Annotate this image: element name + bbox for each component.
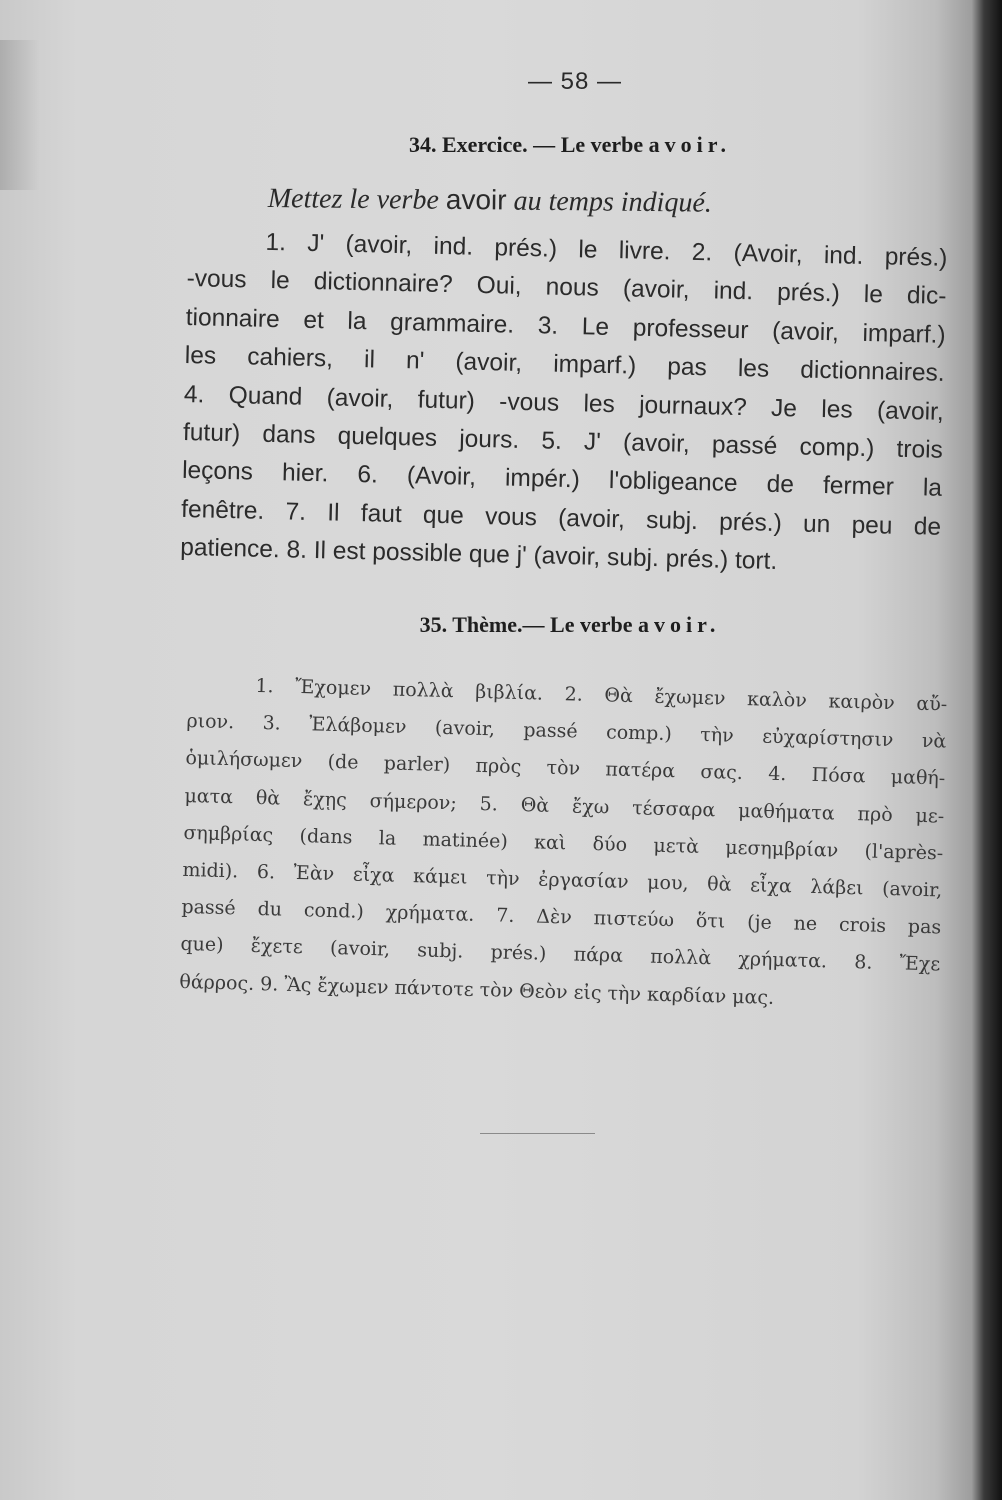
exercise-line: futur) dans quelques jours. 5. J' (avoir, passé comp.) trois	[182, 418, 944, 464]
theme-line: ριον. 3. Ἐλάβομεν (avoir, passé comp.) τὴν εὐχαρίστησιν νὰ	[186, 710, 947, 753]
exercise-34-word: avoir.	[648, 132, 732, 157]
theme-line: passé du cond.) χρήματα. 7. Δὲν πιστεύω ὅτι (je ne crois pas	[181, 896, 942, 939]
instruction-pre: Mettez le verbe	[267, 182, 440, 216]
binding-shadow	[972, 0, 1002, 1500]
exercise-34-text	[180, 222, 948, 585]
exercise-line: 1. J' (avoir, ind. prés.) le livre. 2. (Avoir, ind. prés.)	[265, 228, 948, 272]
theme-line: θάρρος. 9. Ἂς ἔχωμεν πάντοτε τὸν Θεὸν εἰς τὴν καρδίαν μας.	[179, 970, 775, 1009]
instruction-post: au temps indiqué.	[513, 185, 713, 219]
theme-line: que) ἔχετε (avoir, subj. prés.) πάρα πολλὰ χρήματα. 8. Ἔχε	[180, 933, 941, 976]
theme-line: 1. Ἔχομεν πολλὰ βιβλία. 2. Θὰ ἔχωμεν καλὸν καιρὸν αὔ-	[255, 674, 948, 716]
theme-35-number: 35. Thème.—	[419, 612, 545, 637]
page-number: — 58 —	[527, 68, 623, 95]
exercise-line: les cahiers, il n' (avoir, imparf.) pas les dictionnaires.	[184, 342, 945, 388]
exercise-line: fenêtre. 7. Il faut que vous (avoir, subj. prés.) un peu de	[180, 495, 942, 541]
theme-35-heading	[0, 612, 975, 638]
exercise-line: -vous le dictionnaire? Oui, nous (avoir, ind. prés.) le dic-	[186, 265, 947, 311]
theme-35-word: avoir.	[637, 612, 721, 637]
exercise-line: tionnaire et la grammaire. 3. Le professeur (avoir, imparf.)	[185, 303, 946, 349]
theme-35-title: Le verbe	[550, 612, 633, 637]
exercise-instruction	[268, 182, 712, 220]
theme-line: midi). 6. Ἐὰν εἶχα κάμει τὴν ἐργασίαν μου, θὰ εἶχα λάβει (avoir,	[182, 858, 943, 902]
end-rule	[480, 1133, 595, 1134]
theme-35-text	[179, 666, 948, 1021]
exercise-line: leçons hier. 6. (Avoir, impér.) l'obligeance de fermer la	[181, 457, 943, 503]
exercise-line: 4. Quand (avoir, futur) -vous les journaux? Je les (avoir,	[183, 380, 945, 426]
theme-line: ματα θὰ ἔχῃς σήμερον; 5. Θὰ ἔχω τέσσαρα μαθήματα πρὸ με-	[184, 784, 945, 828]
exercise-34-number: 34. Exercice. —	[408, 132, 556, 157]
exercise-34-title: Le verbe	[560, 132, 644, 157]
exercise-line: patience. 8. Il est possible que j' (avoir, subj. prés.) tort.	[180, 534, 778, 576]
theme-line: σημβρίας (dans la matinée) καὶ δύο μετὰ μεσημβρίαν (l'après-	[183, 821, 944, 865]
instruction-verb: avoir	[445, 183, 507, 216]
page-edge-stain	[0, 40, 40, 190]
exercise-34-heading	[0, 132, 975, 158]
theme-line: ὁμιλήσωμεν (de parler) πρὸς τὸν πατέρα σας. 4. Πόσα μαθή-	[185, 747, 946, 790]
